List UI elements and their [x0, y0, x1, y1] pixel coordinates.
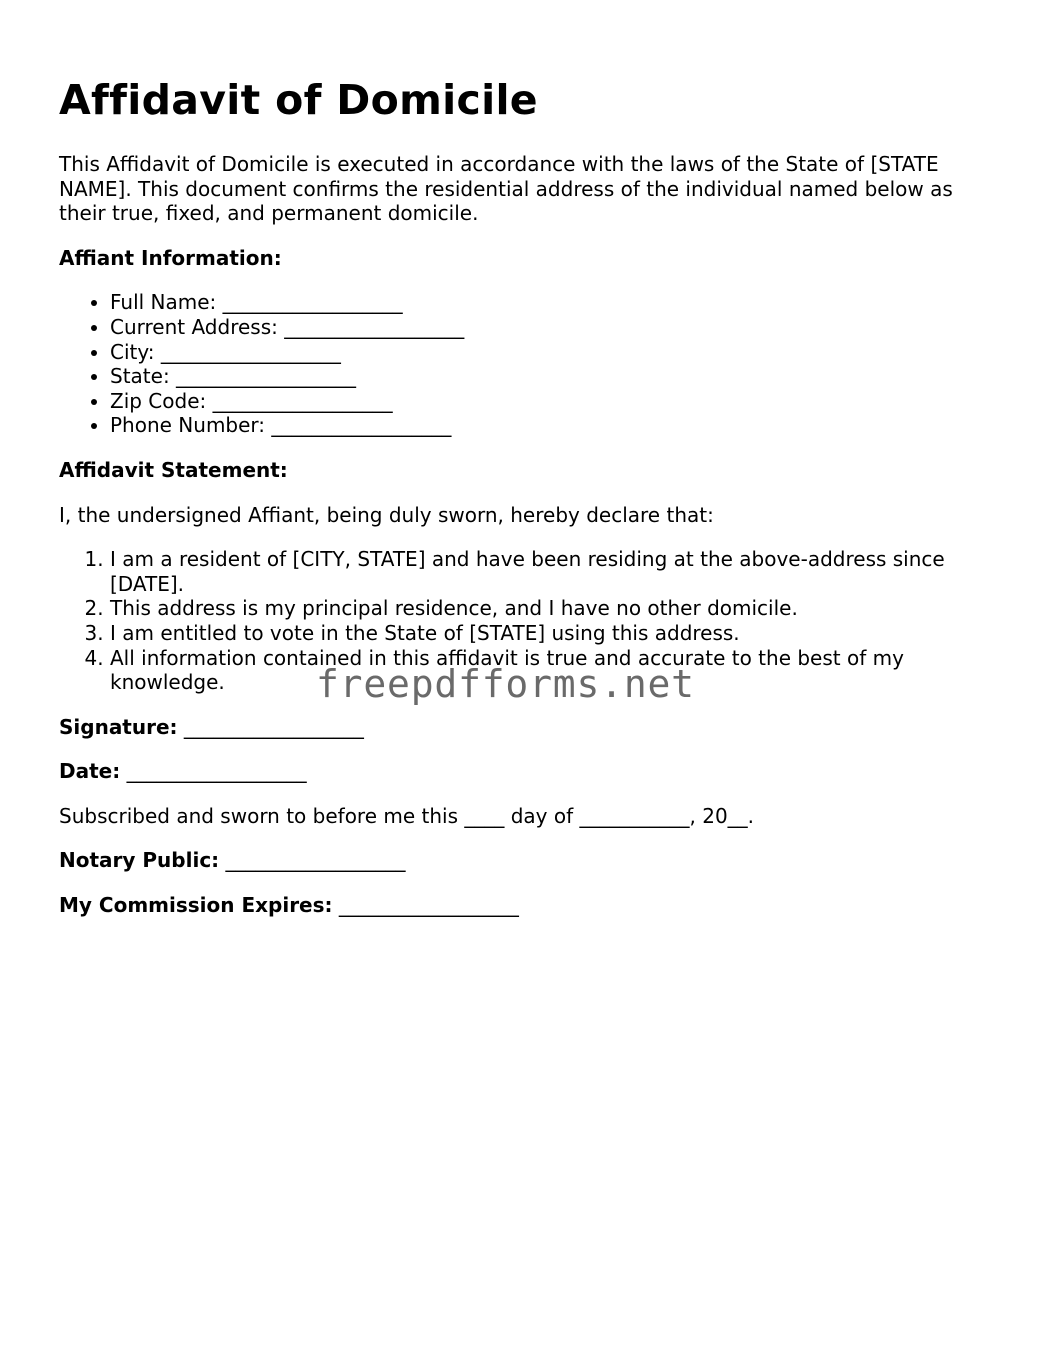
notary-line: [59, 848, 999, 873]
declaration-text: I, the undersigned Affiant, being duly sworn, hereby declare that:: [59, 502, 714, 527]
phone-number-field: • Phone Number: __________________: [110, 413, 999, 438]
statement-list: [59, 547, 999, 695]
full-name-field: • Full Name: __________________: [110, 290, 999, 315]
intro-paragraph: This Affidavit of Domicile is executed in accordance with the laws of the State of [STATE NAME]. This document confirms the residential address of the individual named below as their true, fixed, and permanent domicile.: [59, 152, 953, 226]
notary-blank: __________________: [225, 848, 406, 873]
document-title: Affidavit of Domicile: [59, 76, 538, 124]
watermark-text: freepdfforms.net: [316, 662, 695, 706]
commission-blank: __________________: [338, 893, 519, 918]
document-page: [59, 72, 999, 918]
commission-line: [59, 893, 999, 918]
affiant-info-heading: Affiant Information:: [59, 245, 282, 270]
city-field: • City: __________________: [110, 340, 999, 365]
statement-item: 2. This address is my principal residence, and I have no other domicile.: [110, 596, 999, 621]
zip-code-field: • Zip Code: __________________: [110, 389, 999, 414]
date-blank: __________________: [126, 759, 307, 784]
signature-label: Signature:: [59, 714, 178, 739]
statement-item: 1. I am a resident of [CITY, STATE] and have been residing at the above-address since [DATE].: [110, 547, 999, 596]
sworn-statement: Subscribed and sworn to before me this ____ day of ___________, 20__.: [59, 803, 755, 828]
state-field: • State: __________________: [110, 364, 999, 389]
notary-label: Notary Public:: [59, 848, 220, 873]
affiant-info-list: [59, 290, 999, 438]
signature-line: [59, 715, 999, 740]
statement-item: 4. All information contained in this affidavit is true and accurate to the best of my knowledge.: [110, 646, 999, 695]
affidavit-statement-heading: Affidavit Statement:: [59, 457, 288, 482]
commission-label: My Commission Expires:: [59, 893, 333, 918]
current-address-field: • Current Address: __________________: [110, 315, 999, 340]
signature-blank: __________________: [183, 714, 364, 739]
date-label: Date:: [59, 759, 121, 784]
statement-item: 3. I am entitled to vote in the State of [STATE] using this address.: [110, 621, 999, 646]
date-line: [59, 759, 999, 784]
